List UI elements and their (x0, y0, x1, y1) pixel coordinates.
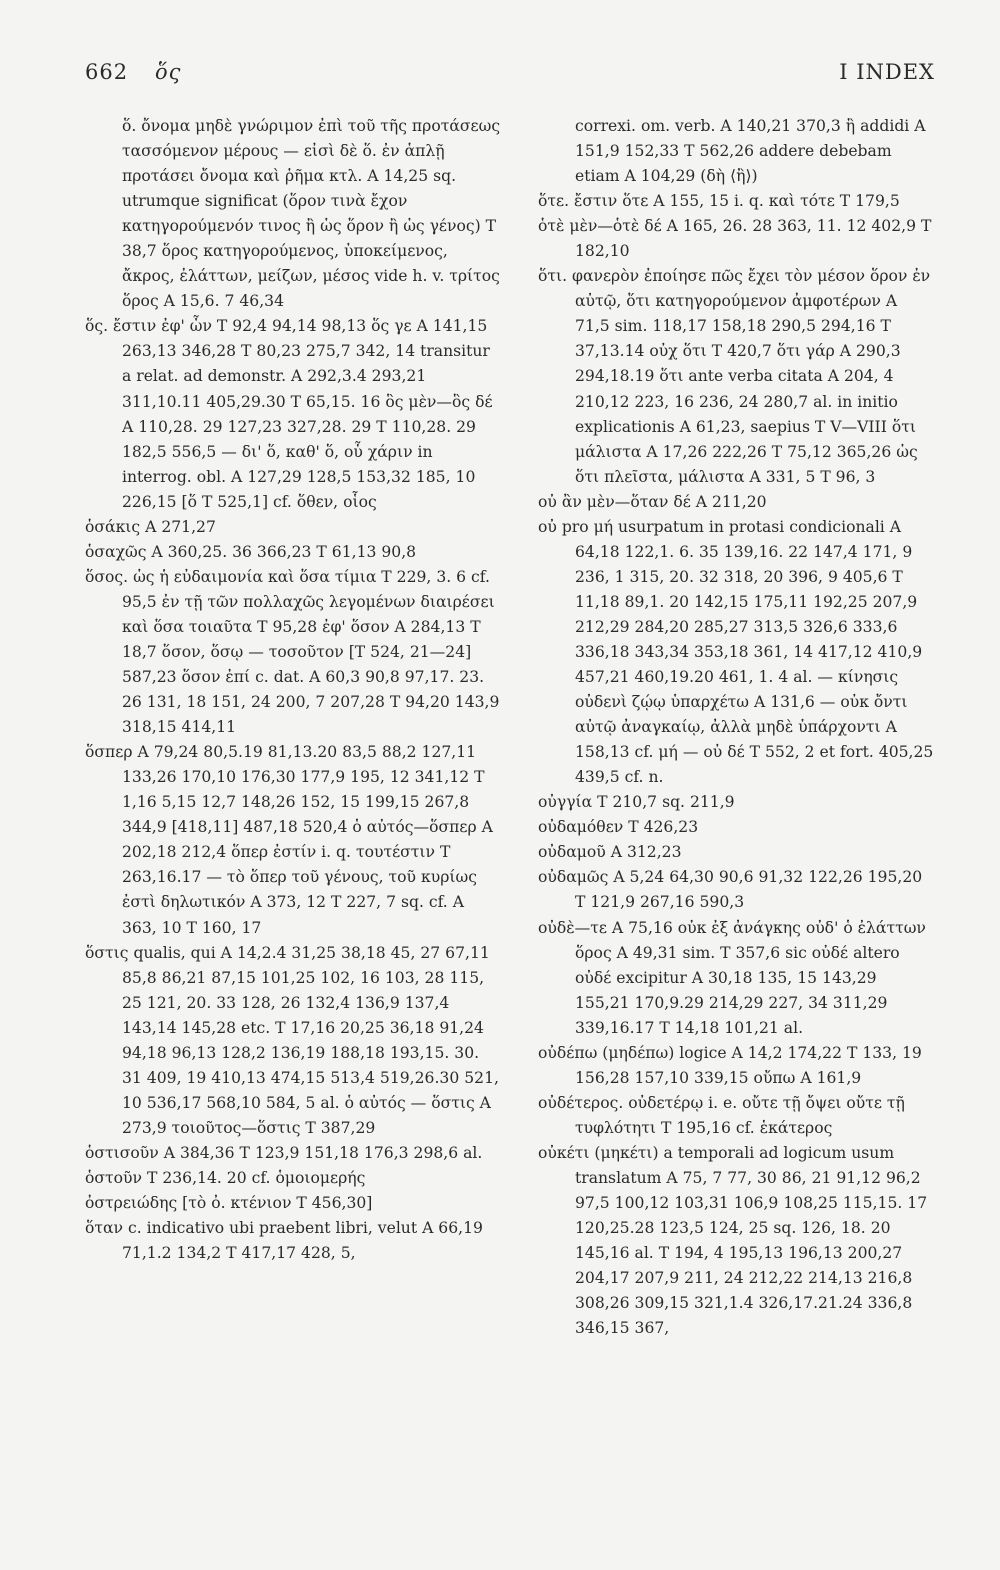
running-headword: ὅς (155, 60, 182, 84)
index-entry: ὁσαχῶς Α 360,25. 36 366,23 Τ 61,13 90,8 (85, 542, 417, 561)
index-entry: ὅσπερ Α 79,24 80,5.19 81,13.20 83,5 88,2 127,11 133,26 170,10 176,30 177,9 195, 12 341,12 Τ 1,16 5,15 12,7 148,26 152, 15 199,15 267,8 344,9 [418,11] 487,18 520,4 ὁ αὐτός—ὅσπερ Α 202,18 212,4 ὅπερ ἐστίν i. q. τουτέστιν Τ 263,16.17 — τὸ ὅπερ τοῦ γένους, τοῦ κυρίως ἐστὶ δηλωτικόν Α 373, 12 Τ 227, 7 sq. cf. Α 363, 10 Τ 160, 17 (85, 743, 493, 937)
index-entry: ὁστισοῦν Α 384,36 Τ 123,9 151,18 176,3 298,6 al. (85, 1143, 483, 1162)
index-entry: οὐδαμῶς Α 5,24 64,30 90,6 91,32 122,26 195,20 Τ 121,9 267,16 590,3 (538, 868, 923, 912)
index-entry: οὐκέτι (μηκέτι) a temporali ad logicum usum translatum Α 75, 7 77, 30 86, 21 91,12 96,2 97,5 100,12 103,31 106,9 108,25 115,15. 17 120,25.28 123,5 124, 25 sq. 126, 18. 20 145,16 al. Τ 194, 4 195,13 196,13 200,27 204,17 207,9 211, 24 212,22 214,13 216,8 308,26 309,15 321,1.4 326,17.21.24 336,8 346,15 367, (538, 1143, 928, 1338)
index-entry: ὀστρειώδης [τὸ ὀ. κτένιον Τ 456,30] (85, 1194, 373, 1213)
index-entry: οὐ pro μή usurpatum in protasi condicionali Α 64,18 122,1. 6. 35 139,16. 22 147,4 171, 9 236, 1 315, 20. 32 318, 20 396, 9 405,6 Τ 11,18 89,1. 20 142,15 175,11 192,25 207,9 212,29 284,20 285,27 313,5 326,6 333,6 336,18 343,34 353,18 361, 14 417,12 410,9 457,21 460,19.20 461, 1. 4 al. — κίνησις οὐδενὶ ζῴῳ ὑπαρχέτω Α 131,6 — οὐκ ὄντι αὐτῷ ἀναγκαίῳ, ἀλλὰ μηδὲ ὑπάρχοντι Α 158,13 cf. μή — οὐ δέ Τ 552, 2 et fort. 405,25 439,5 cf. n. (538, 517, 934, 787)
index-entry: ὁτὲ μὲν—ὁτὲ δέ Α 165, 26. 28 363, 11. 12 402,9 Τ 182,10 (538, 217, 932, 261)
left-column (85, 114, 503, 1266)
index-entry: correxi. om. verb. Α 140,21 370,3 ἢ addidi Α 151,9 152,33 Τ 562,26 addere debebam etiam Α 104,29 (δὴ ⟨ἢ⟩) (575, 117, 926, 186)
right-column (538, 114, 936, 1341)
section-title: I INDEX (839, 60, 935, 84)
page-header (85, 60, 935, 94)
index-entry: οὐδὲ—τε Α 75,16 οὐκ ἐξ ἀνάγκης οὐδ' ὁ ἐλάττων ὅρος Α 49,31 sim. Τ 357,6 sic οὐδέ altero οὐδέ excipitur Α 30,18 135, 15 143,29 155,21 170,9.29 214,29 227, 34 311,29 339,16.17 Τ 14,18 101,21 al. (538, 918, 926, 1037)
index-entry: ὅταν c. indicativo ubi praebent libri, velut Α 66,19 71,1.2 134,2 Τ 417,17 428, 5, (85, 1219, 483, 1263)
index-entry: ὁσάκις Α 271,27 (85, 517, 216, 536)
index-entry: οὐδέτερος. οὐδετέρῳ i. e. οὔτε τῇ ὄψει οὔτε τῇ τυφλότητι Τ 195,16 cf. ἑκάτερος (538, 1093, 905, 1137)
index-entry: ὅ. ὄνομα μηδὲ γνώριμον ἐπὶ τοῦ τῆς προτάσεως τασσόμενον μέρους — εἰσὶ δὲ ὅ. ἐν ἁπλῇ προτάσει ὄνομα καὶ ῥῆμα κτλ. Α 14,25 sq. utrumque significat (ὅρον τινὰ ἔχον κατηγορούμενόν τινος ἢ ὡς ὅρον ἢ ὡς γένος) Τ 38,7 ὅρος κατηγορούμενος, ὑποκείμενος, ἄκρος, ἐλάττων, μείζων, μέσος vide h. v. τρίτος ὅρος Α 15,6. 7 46,34 (122, 117, 501, 311)
index-entry: οὐδαμόθεν Τ 426,23 (538, 818, 699, 837)
index-entry: οὐδαμοῦ Α 312,23 (538, 843, 682, 862)
index-entry: ὅστις qualis, qui Α 14,2.4 31,25 38,18 45, 27 67,11 85,8 86,21 87,15 101,25 102, 16 103, 28 115, 25 121, 20. 33 128, 26 132,4 136,9 137,4 143,14 145,28 etc. Τ 17,16 20,25 36,18 91,24 94,18 96,13 128,2 136,19 188,18 193,15. 30. 31 409, 19 410,13 474,15 513,4 519,26.30 521, 10 536,17 568,10 584, 5 al. ὁ αὐτός — ὅστις Α 273,9 τοιοῦτος—ὅστις Τ 387,29 (85, 943, 499, 1137)
index-entry: ὅτε. ἔστιν ὅτε Α 155, 15 i. q. καὶ τότε Τ 179,5 (538, 192, 900, 211)
page-number: 662 (85, 60, 129, 84)
index-entry: ὅς. ἔστιν ἐφ' ὧν Τ 92,4 94,14 98,13 ὅς γε Α 141,15 263,13 346,28 Τ 80,23 275,7 342, 14 transitur a relat. ad demonstr. Α 292,3.4 293,21 311,10.11 405,29.30 Τ 65,15. 16 ὃς μὲν—ὃς δέ Α 110,28. 29 127,23 327,28. 29 Τ 110,28. 29 182,5 556,5 — δι' ὅ, καθ' ὅ, οὗ χάριν in interrog. obl. Α 127,29 128,5 153,32 185, 10 226,15 [ὅ Τ 525,1] cf. ὅθεν, οἷος (85, 317, 493, 511)
index-entry: ὅσος. ὡς ἡ εὐδαιμονία καὶ ὅσα τίμια Τ 229, 3. 6 cf. 95,5 ἐν τῇ τῶν πολλαχῶς λεγομένων διαιρέσει καὶ ὅσα τοιαῦτα Τ 95,28 ἐφ' ὅσον Α 284,13 Τ 18,7 ὅσον, ὅσῳ — τοσοῦτον [Τ 524, 21—24] 587,23 ὅσον ἐπί c. dat. Α 60,3 90,8 97,17. 23. 26 131, 18 151, 24 200, 7 207,28 Τ 94,20 143,9 318,15 414,11 (85, 567, 500, 737)
index-entry: ὁστοῦν Τ 236,14. 20 cf. ὁμοιομερής (85, 1168, 366, 1187)
index-entry: οὐ ἂν μὲν—ὅταν δέ Α 211,20 (538, 492, 767, 511)
index-entry: οὐγγία Τ 210,7 sq. 211,9 (538, 793, 735, 812)
index-entry: οὐδέπω (μηδέπω) logice Α 14,2 174,22 Τ 133, 19 156,28 157,10 339,15 οὔπω Α 161,9 (538, 1043, 922, 1087)
index-entry: ὅτι. φανερὸν ἐποίησε πῶς ἔχει τὸν μέσον ὅρον ἐν αὐτῷ, ὅτι κατηγορούμενον ἀμφοτέρων Α 71,5 sim. 118,17 158,18 290,5 294,16 Τ 37,13.14 οὐχ ὅτι Τ 420,7 ὅτι γάρ Α 290,3 294,18.19 ὅτι ante verba citata Α 204, 4 210,12 223, 16 236, 24 280,7 al. in initio explicationis Α 61,23, saepius Τ V—VIII ὅτι μάλιστα Α 17,26 222,26 Τ 75,12 365,26 ὡς ὅτι πλεῖστα, μάλιστα Α 331, 5 Τ 96, 3 (538, 267, 931, 486)
